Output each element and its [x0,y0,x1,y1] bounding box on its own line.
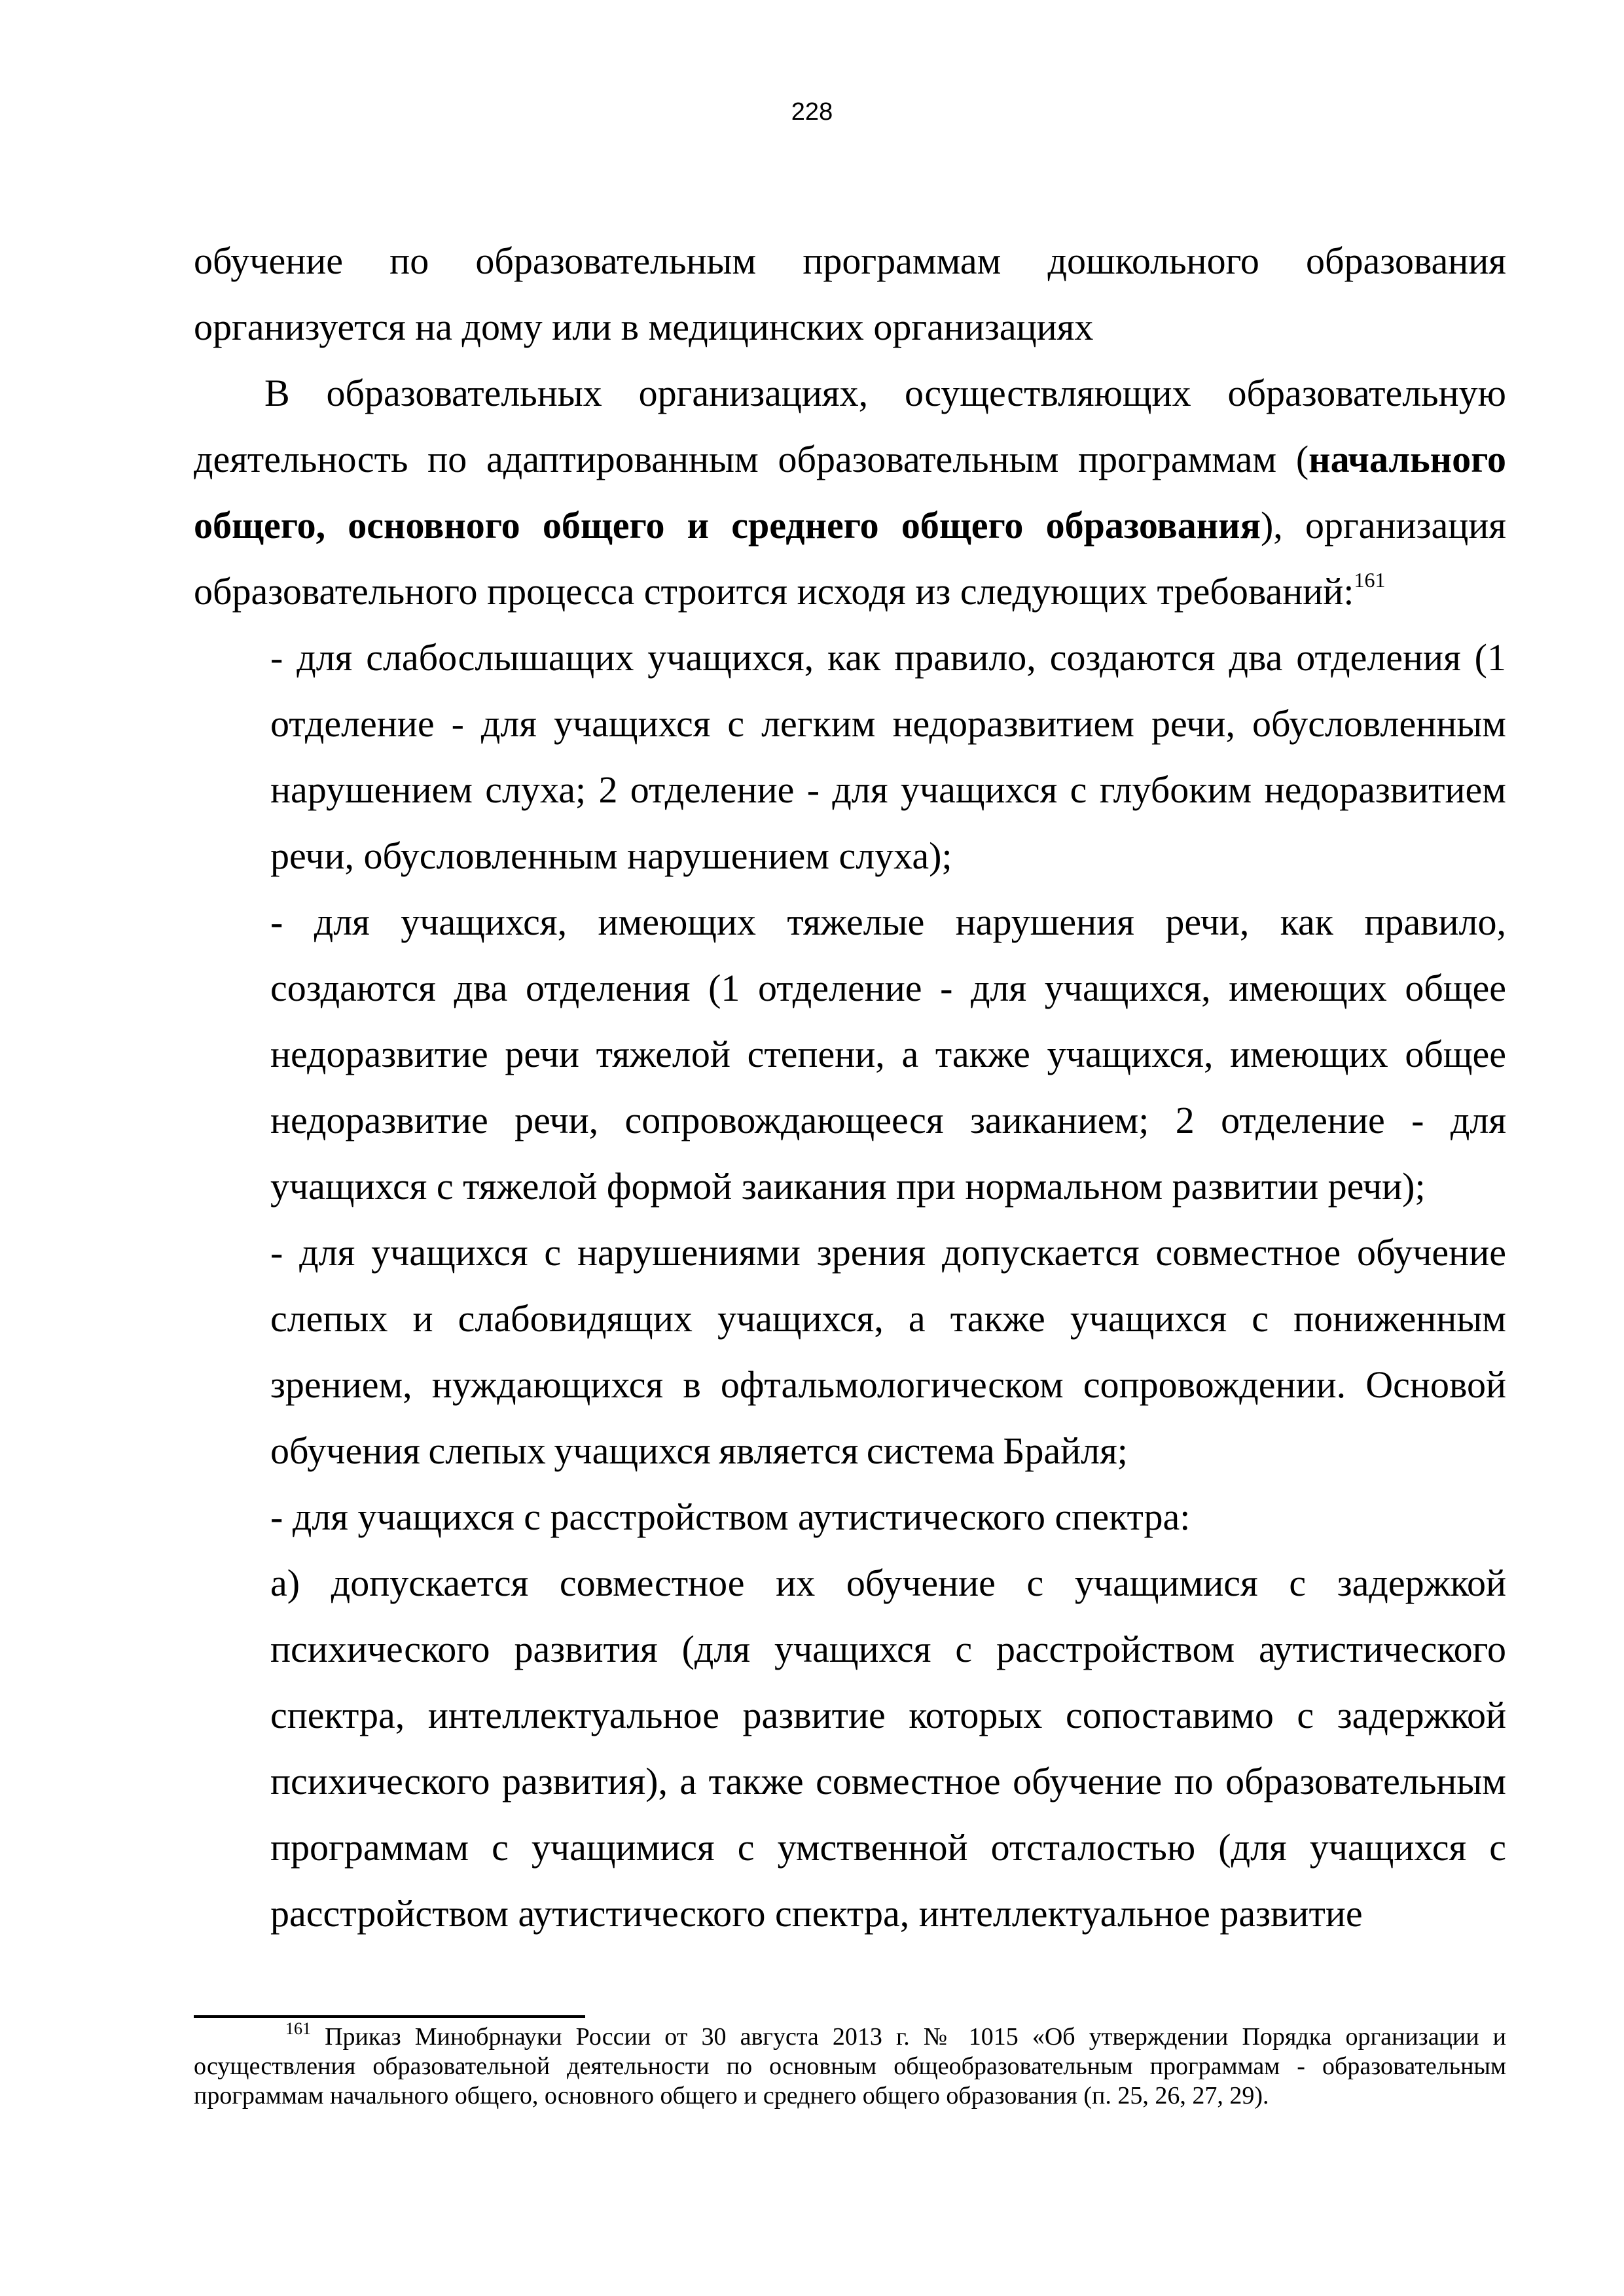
list-item-vision: - для учащихся с нарушениями зрения допускается совместное обучение слепых и слабовидящих учащихся, а также учащихся с пониженным зрением, нуждающихся в офтальмологическом сопровождении. Основой обучения слепых учащихся является система Брайля; [270,1231,1506,1472]
paragraph-text-bold: начального общего, основного общего и среднего общего образования [194,438,1506,547]
list-item-text: допускается совместное их обучение с учащимися с задержкой психического развития (для учащихся с расстройством аутистического спектра, интеллектуальное развитие которых сопоставимо с задержкой психического развития), а также совместное обучение по образовательным программам с учащимися с умственной отсталостью (для учащихся с расстройством аутистического спектра, интеллектуальное развитие [270,1562,1506,1935]
footnote-separator [194,2015,585,2018]
page-number: 228 [791,98,833,126]
paragraph-requirements-intro [194,360,1506,624]
footnote-161 [194,2019,1506,2111]
paragraph-text-start: В образовательных организациях, осуществляющих образовательную деятельность по адаптированным образовательным программам ( [194,372,1506,480]
paragraph-text-end: ), организация образовательного процесса строится исходя из следующих требований: [194,504,1506,613]
list-item-autism-a [270,1550,1506,1946]
footnote-text: Приказ Минобрнауки России от 30 августа 2013 г. № 1015 «Об утверждении Порядка организации и осуществления образовательной деятельности по основным общеобразовательным программам - образовательным программам начального общего, основного общего и среднего общего образования (п. 25, 26, 27, 29). [194,2023,1506,2109]
list-item-autism: - для учащихся с расстройством аутистического спектра: [270,1496,1191,1538]
list-item-label: а) [270,1562,300,1604]
main-text [194,228,1506,1946]
list-item-hearing: - для слабослышащих учащихся, как правило, создаются два отделения (1 отделение - для учащихся с легким недоразвитием речи, обусловленным нарушением слуха; 2 отделение - для учащихся с глубоким недоразвитием речи, обусловленным нарушением слуха); [270,636,1506,877]
footnote-marker: 161 [285,2019,311,2038]
footnotes [194,2019,1506,2111]
paragraph-continuation: обучение по образовательным программам дошкольного образования организуется на дому или в медицинских организациях [194,240,1506,348]
list-item-speech: - для учащихся, имеющих тяжелые нарушения речи, как правило, создаются два отделения (1 отделение - для учащихся, имеющих общее недоразвитие речи тяжелой степени, а также учащихся, имеющих общее недоразвитие речи, сопровождающееся заиканием; 2 отделение - для учащихся с тяжелой формой заикания при нормальном развитии речи); [270,901,1506,1208]
footnote-reference[interactable]: 161 [1354,568,1386,592]
